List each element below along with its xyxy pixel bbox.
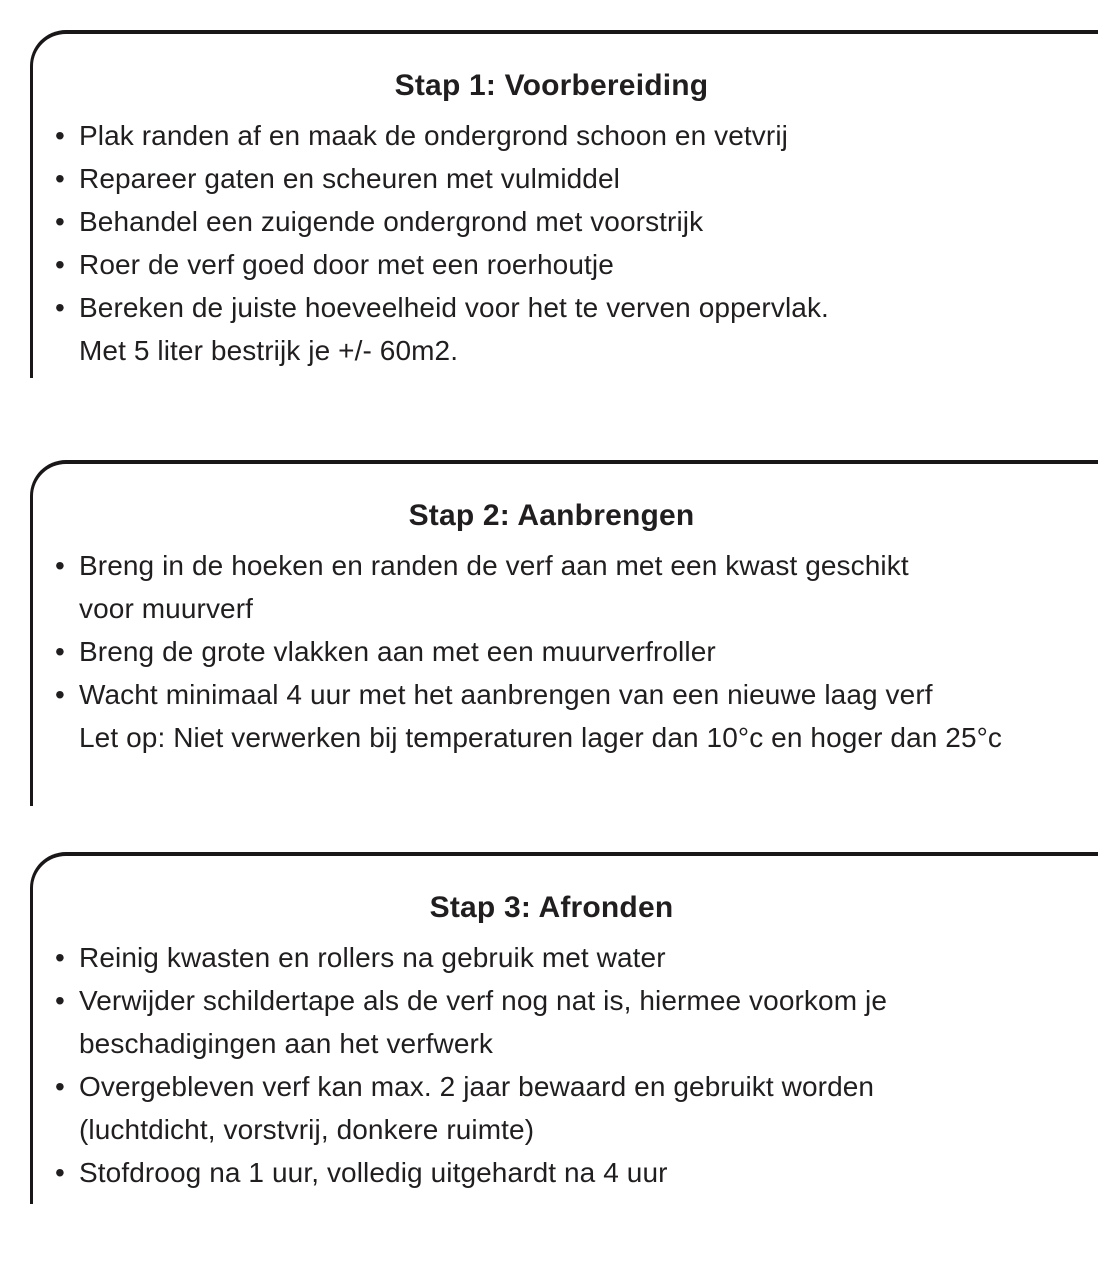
bullet-icon: • <box>55 249 65 280</box>
list-item <box>55 286 1098 372</box>
instruction-sheet <box>0 30 1098 1263</box>
list-item <box>55 1065 1098 1151</box>
list-item-text-continued: beschadigingen aan het verfwerk <box>79 1028 494 1059</box>
step-1-list <box>33 114 1098 372</box>
list-item <box>55 114 1098 157</box>
list-item-text-continued: (luchtdicht, vorstvrij, donkere ruimte) <box>79 1114 535 1145</box>
bullet-icon: • <box>55 679 65 710</box>
step-3-card <box>30 852 1098 1204</box>
list-item <box>55 157 1098 200</box>
list-item <box>55 243 1098 286</box>
list-item-text: Roer de verf goed door met een roerhoutje <box>79 249 614 280</box>
list-item <box>55 200 1098 243</box>
bullet-icon: • <box>55 206 65 237</box>
step-2-card <box>30 460 1098 806</box>
bullet-icon: • <box>55 985 65 1016</box>
bullet-icon: • <box>55 163 65 194</box>
list-item <box>55 936 1098 979</box>
bullet-icon: • <box>55 120 65 151</box>
list-item-text: Wacht minimaal 4 uur met het aanbrengen van een nieuwe laag verf <box>79 679 933 710</box>
bullet-icon: • <box>55 636 65 667</box>
step-1-title: Stap 1: Voorbereiding <box>394 69 709 102</box>
step-3-list <box>33 936 1098 1194</box>
list-item-text: Repareer gaten en scheuren met vulmiddel <box>79 163 620 194</box>
step-3-title: Stap 3: Afronden <box>429 891 674 924</box>
list-item-text: Behandel een zuigende ondergrond met voorstrijk <box>79 206 704 237</box>
list-item-text: Overgebleven verf kan max. 2 jaar bewaard en gebruikt worden <box>79 1071 875 1102</box>
list-item <box>55 1151 1098 1194</box>
list-item <box>55 979 1098 1065</box>
bullet-icon: • <box>55 1071 65 1102</box>
step-2-title: Stap 2: Aanbrengen <box>408 499 695 532</box>
list-item <box>55 630 1098 673</box>
bullet-icon: • <box>55 292 65 323</box>
list-item-text-continued: Let op: Niet verwerken bij temperaturen lager dan 10°c en hoger dan 25°c <box>79 722 1003 753</box>
step-1-card <box>30 30 1098 378</box>
list-item-text: Verwijder schildertape als de verf nog nat is, hiermee voorkom je <box>79 985 887 1016</box>
list-item-text: Plak randen af en maak de ondergrond schoon en vetvrij <box>79 120 788 151</box>
list-item-text: Breng de grote vlakken aan met een muurverfroller <box>79 636 716 667</box>
list-item-text-continued: Met 5 liter bestrijk je +/- 60m2. <box>79 335 459 366</box>
bullet-icon: • <box>55 550 65 581</box>
list-item-text: Breng in de hoeken en randen de verf aan met een kwast geschikt <box>79 550 909 581</box>
list-item <box>55 673 1098 759</box>
list-item-text: Bereken de juiste hoeveelheid voor het te verven oppervlak. <box>79 292 829 323</box>
list-item <box>55 544 1098 630</box>
list-item-text: Stofdroog na 1 uur, volledig uitgehardt na 4 uur <box>79 1157 668 1188</box>
bullet-icon: • <box>55 1157 65 1188</box>
list-item-text: Reinig kwasten en rollers na gebruik met water <box>79 942 666 973</box>
list-item-text-continued: voor muurverf <box>79 593 254 624</box>
step-2-list <box>33 544 1098 759</box>
bullet-icon: • <box>55 942 65 973</box>
